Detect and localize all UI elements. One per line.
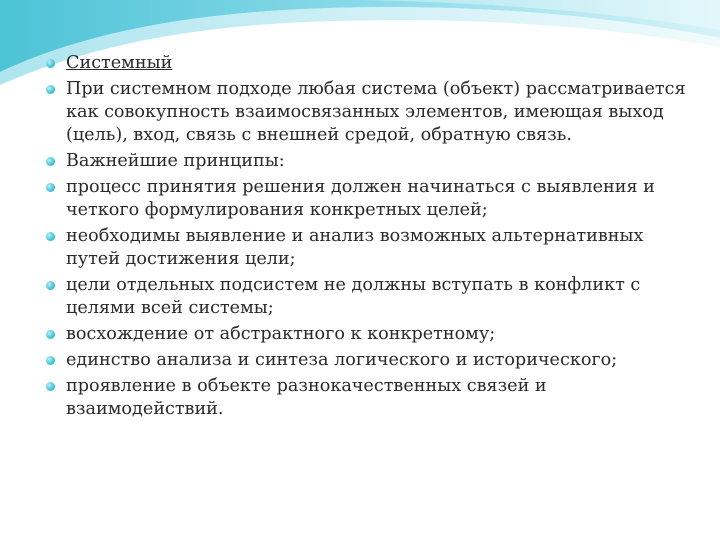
bullet-item: [44, 225, 694, 271]
bullet-dot-icon: [46, 281, 55, 290]
bullet-text: цели отдельных подсистем не должны вступать в конфликт с целями всей системы;: [66, 275, 641, 318]
bullet-list: [44, 52, 694, 424]
bullet-text: Важнейшие принципы:: [66, 151, 285, 171]
bullet-text: При системном подходе любая система (объект) рассматривается как совокупность взаимосвязанных элементов, имеющая выход (цель), вход, связь с внешней средой, обратную связь.: [66, 79, 686, 145]
bullet-dot-icon: [46, 330, 55, 339]
bullet-text: необходимы выявление и анализ возможных альтернативных путей достижения цели;: [66, 226, 644, 269]
bullet-text: единство анализа и синтеза логического и исторического;: [66, 350, 618, 370]
bullet-item: [44, 375, 694, 421]
bullet-item: [44, 323, 694, 346]
bullet-dot-icon: [46, 157, 55, 166]
bullet-item: [44, 52, 694, 75]
bullet-text: проявление в объекте разнокачественных связей и взаимодействий.: [66, 376, 547, 419]
bullet-dot-icon: [46, 85, 55, 94]
bullet-item: [44, 78, 694, 147]
bullet-item: [44, 349, 694, 372]
bullet-text: восхождение от абстрактного к конкретному;: [66, 324, 496, 344]
bullet-dot-icon: [46, 232, 55, 241]
bullet-dot-icon: [46, 382, 55, 391]
bullet-item: [44, 176, 694, 222]
bullet-text: Системный: [66, 53, 173, 73]
bullet-text: процесс принятия решения должен начинаться с выявления и четкого формулирования конкретных целей;: [66, 177, 655, 220]
bullet-dot-icon: [46, 183, 55, 192]
bullet-item: [44, 274, 694, 320]
bullet-item: [44, 150, 694, 173]
bullet-dot-icon: [46, 59, 55, 68]
bullet-dot-icon: [46, 356, 55, 365]
